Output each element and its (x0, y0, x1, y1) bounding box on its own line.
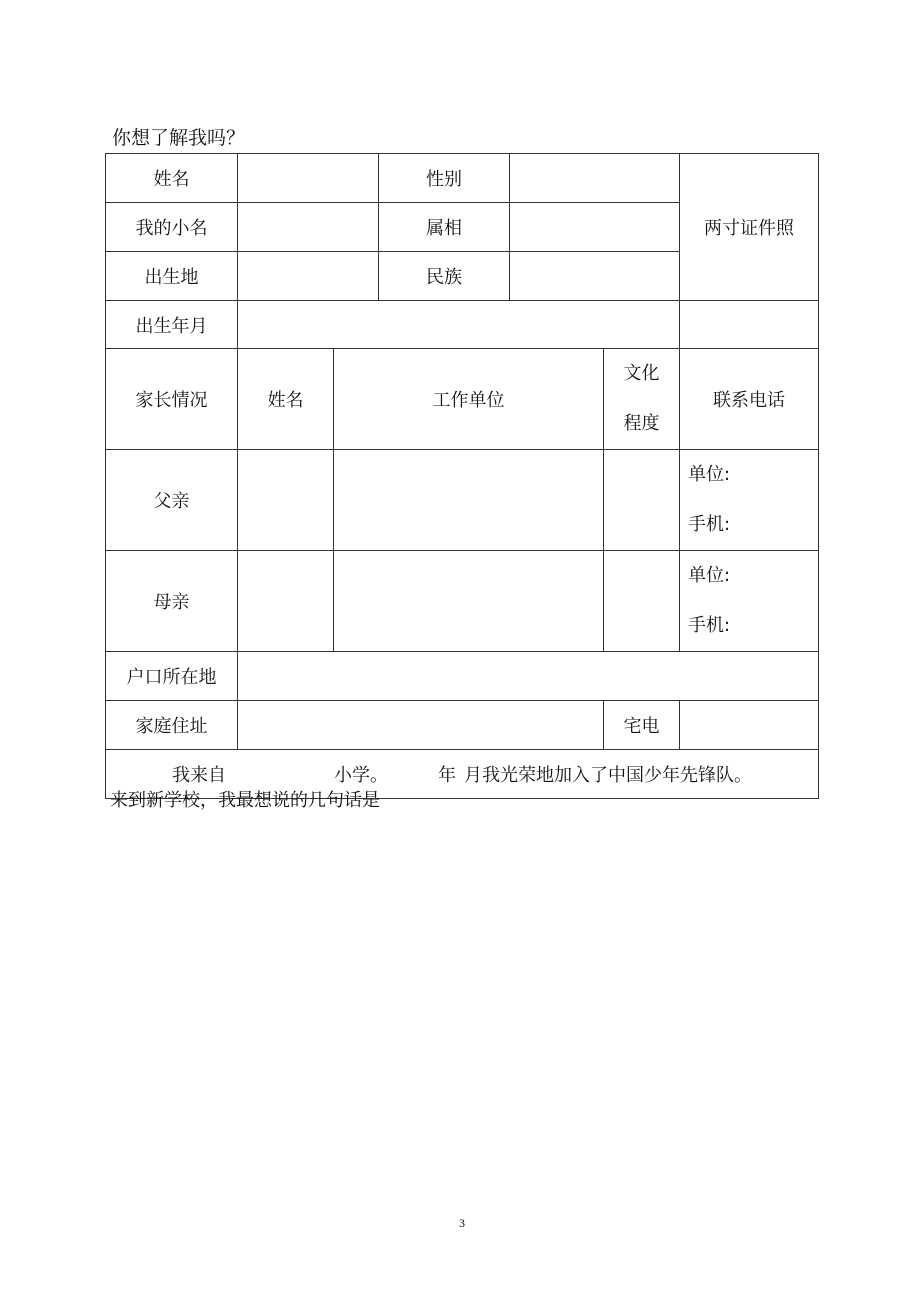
mother-unit-line: 单位: (688, 565, 731, 586)
work-unit-header: 工作单位 (334, 349, 604, 450)
father-mobile-line: 手机: (688, 514, 731, 535)
gender-label: 性别 (379, 154, 510, 203)
father-education-field[interactable] (604, 450, 680, 551)
mother-label: 母亲 (106, 551, 238, 652)
father-contact-cell[interactable] (680, 450, 819, 551)
mother-work-unit-field[interactable] (334, 551, 604, 652)
birthdate-label: 出生年月 (106, 301, 238, 349)
personal-info-table (105, 153, 819, 799)
birthdate-field[interactable] (238, 301, 680, 349)
parents-section-label: 家长情况 (106, 349, 238, 450)
education-header-line2: 程度 (623, 413, 660, 434)
nickname-field[interactable] (238, 203, 379, 252)
gender-field[interactable] (510, 154, 680, 203)
ethnicity-label: 民族 (379, 252, 510, 301)
zodiac-label: 属相 (379, 203, 510, 252)
page-number: 3 (459, 1216, 465, 1230)
father-work-unit-field[interactable] (334, 450, 604, 551)
mother-name-field[interactable] (238, 551, 334, 652)
address-field[interactable] (238, 701, 604, 750)
education-header-line1: 文化 (623, 363, 660, 384)
form-heading: 你想了解我吗？ (112, 127, 246, 149)
statement-part3: 年 (438, 765, 456, 786)
phone-header: 联系电话 (680, 349, 819, 450)
new-school-prompt: 来到新学校，我最想说的几句话是 (110, 790, 380, 811)
birthplace-field[interactable] (238, 252, 379, 301)
hukou-field[interactable] (238, 652, 819, 701)
home-phone-label: 宅电 (604, 701, 680, 750)
nickname-label: 我的小名 (106, 203, 238, 252)
mother-education-field[interactable] (604, 551, 680, 652)
mother-mobile-line: 手机: (688, 615, 731, 636)
statement-part1: 我来自 (172, 765, 226, 786)
birthplace-label: 出生地 (106, 252, 238, 301)
statement-part2: 小学。 (334, 765, 388, 786)
father-label: 父亲 (106, 450, 238, 551)
father-name-field[interactable] (238, 450, 334, 551)
home-phone-field[interactable] (680, 701, 819, 750)
parent-name-header: 姓名 (238, 349, 334, 450)
hukou-label: 户口所在地 (106, 652, 238, 701)
name-field[interactable] (238, 154, 379, 203)
ethnicity-field[interactable] (510, 252, 680, 301)
address-label: 家庭住址 (106, 701, 238, 750)
father-unit-line: 单位: (688, 464, 731, 485)
photo-placeholder: 两寸证件照 (680, 154, 819, 301)
mother-contact-cell[interactable] (680, 551, 819, 652)
name-label: 姓名 (106, 154, 238, 203)
education-header (604, 349, 680, 450)
birthdate-extra-field[interactable] (680, 301, 819, 349)
statement-part4: 月我光荣地加入了中国少年先锋队。 (464, 765, 752, 786)
zodiac-field[interactable] (510, 203, 680, 252)
